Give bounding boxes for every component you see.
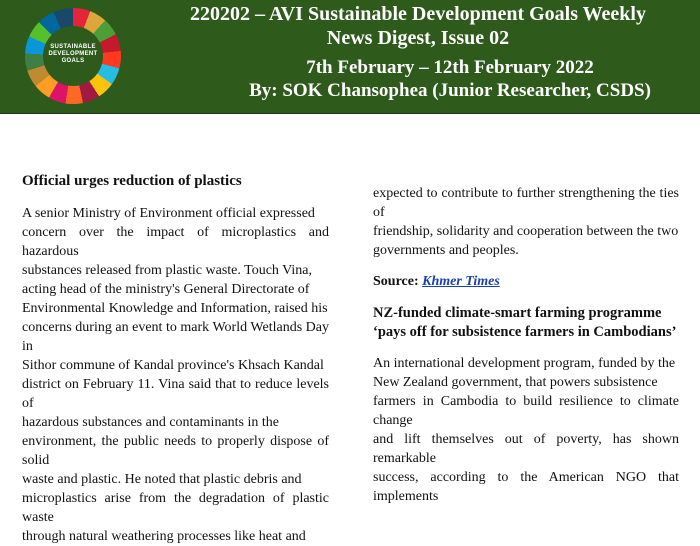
article-heading: Official urges reduction of plastics <box>22 173 242 189</box>
digest-title-line-2: News Digest, Issue 02 <box>326 27 510 49</box>
article-body <box>22 204 329 546</box>
continued-line: governments and peoples. <box>373 243 519 258</box>
right-column <box>373 184 679 506</box>
date-range: 7th February – 12th February 2022 <box>306 57 594 78</box>
sdg-wheel-logo <box>25 8 121 104</box>
article2-line: farmers in Cambodia to build resilience to climate change <box>373 394 679 428</box>
article2-heading-line-2: ‘pays off for subsistence farmers in Cambodians’ <box>373 324 677 340</box>
continued-line: expected to contribute to further strengthening the ties of <box>373 186 679 220</box>
digest-title <box>138 2 698 50</box>
sdg-logo-text-2: DEVELOPMENT <box>48 51 98 57</box>
khmer-times-link[interactable]: Khmer Times <box>422 274 500 289</box>
continued-line: friendship, solidarity and cooperation between the two <box>373 224 679 239</box>
article-line: substances released from plastic waste. Touch Vina, <box>22 263 313 278</box>
sdg-logo-center <box>43 26 103 86</box>
source-label: Source: <box>373 274 419 289</box>
article-line: microplastics arise from the degradation of plastic waste <box>22 491 329 525</box>
article2-line: New Zealand government, that powers subsistence <box>373 375 658 390</box>
digest-title-line-1: 220202 – AVI Sustainable Development Goals Weekly <box>190 3 646 25</box>
article2-heading <box>373 304 679 342</box>
article-line: concern over the impact of microplastics and hazardous <box>22 225 329 259</box>
article-line: environment, the public needs to properly dispose of solid <box>22 434 329 468</box>
sdg-logo-text-3: GOALS <box>61 58 85 64</box>
left-column <box>22 172 329 546</box>
article-line: district on February 11. Vina said that to reduce levels of <box>22 377 329 411</box>
article2-line: An international development program, funded by the <box>373 356 676 371</box>
header-banner <box>0 0 700 114</box>
sdg-logo-text-1: SUSTAINABLE <box>50 44 96 50</box>
article2-heading-line-1: NZ-funded climate-smart farming programme <box>373 305 662 321</box>
article-line: hazardous substances and contaminants in the <box>22 415 279 430</box>
article-line: acting head of the ministry's General Directorate of <box>22 282 310 297</box>
article-line: waste and plastic. He noted that plastic debris and <box>22 472 302 487</box>
author-line: By: SOK Chansophea (Junior Researcher, CSDS) <box>249 80 651 101</box>
article2-body <box>373 354 679 506</box>
article-line: A senior Ministry of Environment official expressed <box>22 206 315 221</box>
article-line: Environmental Knowledge and Information, raised his <box>22 301 328 316</box>
article2-line: success, according to the American NGO that implements <box>373 470 679 504</box>
article-line: Sithor commune of Kandal province's Khsach Kandal <box>22 358 324 373</box>
article-line: through natural weathering processes like heat and <box>22 529 306 544</box>
source-line <box>373 272 679 291</box>
continued-paragraph <box>373 184 679 260</box>
article-line: concerns during an event to mark World Wetlands Day in <box>22 320 329 354</box>
article2-line: and lift themselves out of poverty, has shown remarkable <box>373 432 679 466</box>
